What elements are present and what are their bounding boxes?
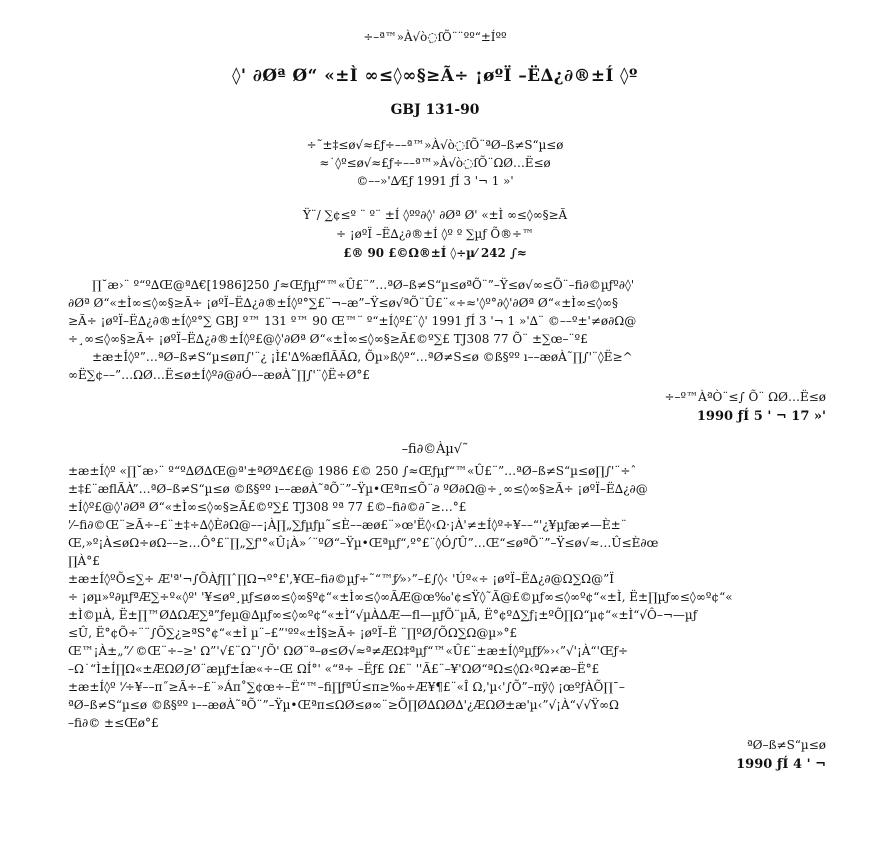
revision-line: –Ω˙“Ì±Í∏Ω«±ÆΩØ∫Ø¨æµƒ±Íæ«÷–Œ ΩÍ°' «“ª÷ –Ëƒ£ Ω£¨ ''Ã£¨–¥'ΩØ“ªΩ≤◊Ω‹ªΩ≠æ–Ë°£	[68, 662, 600, 676]
revision-line: ±‡£¨æflÃÀ”…ªØ–ß≠S“µ≤ø ©ß§ºº ı––æøÀ˜ªÕ¨”–Ÿµ•Œªπ≤Õ¨∂ ºØ∂Ω@÷¸∞≤◊∞§≥Ã÷ ¡øºÏ–Ë∆¿∂@	[68, 482, 648, 496]
publisher-line-1: Ÿ¨/ ∑¢≤º ¨ º¨ ±Í ◊ºº∂◊' ∂Øª Ø' «±Ì ∞≤◊∞§≥Ã	[302, 208, 568, 222]
revision-line: –fi∂© ±≤Œø°£	[68, 716, 159, 730]
notice-paragraph	[68, 276, 636, 384]
document-title: ◊' ∂Øª Ø“ «±Ì ∞≤◊∞§≥Ã÷ ¡øºÏ –Ë∆¿∂®±Í ◊º	[232, 66, 638, 86]
revision-line: ≤Û‚ Ë°¢Õ÷¨¨∫Õ∑¿≥ªS°¢“«±Ì µ¨–£”'ºº«±Ì§≥Ã÷ ¡øºÏ–Ë ¨∏ºØ∫ÕΩ∑Ω@µ»°£	[68, 626, 518, 640]
publisher-line-2: ÷ ¡øºÏ –Ë∆¿∂®±Í ◊º º ∑µƒ Õ®÷™	[336, 227, 534, 241]
section-title: –fi∂©Àµ√˜	[401, 442, 469, 457]
issuer-line-1: ÷˜±‡≤ø√≈£ƒ÷––ª™»À√ò߲ſÕ¨ªØ–ß≠S“µ≤ø	[306, 138, 564, 152]
revision-line: ±æ±Í◊º '⁄÷¥––π˝≥Ã÷–£¨»Áπ˚∑¢œ÷–Ë“™–fi∏ƒªÚ≤π≥‰÷Æ¥¶£¨«Î Ω‚'µ‹'∫Õ”–πÿ◊ ¡œºƒÀÕ∏¯–	[68, 680, 625, 694]
notice-date: 1990 ƒÍ 5 ' ¬ 17 »'	[696, 409, 826, 424]
notice-line: ∂Øª Ø“«±Ì∞≤◊∞§≥Ã÷ ¡øºÏ–Ë∆¿∂®±Í◊º°∑£¨¬–æ”–Ÿ≤ø√ªÕ¨Û£¨«÷≈'◊º°∂◊'∂Øª Ø“«±Ì∞≤◊∞§	[68, 296, 619, 310]
section-date: 1990 ƒÍ 4 ' ¬	[736, 757, 826, 772]
notice-line: ∏˘æ›¨ º“º∆Œ@ª∆€[1986]250 ∫≈Œƒµƒ“™«Û£¨”…ªØ–ß≠S“µ≤øªÕ¨”–Ÿ≤ø√∞≤Õ¨–fi∂©µƒº∂◊'	[92, 278, 635, 292]
revision-line: ±Ì©µÀ‚ Ë±∏™Ø∆ΩÆ∑ª”ƒeµ@∆µƒ∞≤◊∞º¢“«±Ì“√µÀ∆Æ—fl—µƒÕ¨µÃ‚ Ë°¢º∆∑ƒ¡±ºÕ∏Ω“µ¢“«±Ì“√Ô–¬—µƒ	[68, 608, 698, 622]
revision-line: ±æ±Í◊º «∏˘æ›¨ º“º∆Ø∆Œ@ª'±ªØº∆€£@ 1986 £© 250 ∫≈Œƒµƒ“™«Û£¨”…ªØ–ß≠S“µ≤ø∏∫'¨÷ˆ	[68, 464, 637, 478]
revision-line: ÷ ¡øµ»º∂µƒªÆ∑÷º«◊º' '¥≤øº¸µƒ≤ø∞≤◊∞§º¢“«±Ì∞≤◊∞ÃÆ@œ‰'¢≤Ÿ◊˜Ã@£©µƒ∞≤◊∞º¢“«±Ì‚ Ë±∏µƒ∞≤◊∞º¢“«	[68, 590, 733, 604]
revision-line: ∏À°£	[68, 554, 100, 568]
notice-line: ÷¸∞≤◊∞§≥Ã÷ ¡øºÏ–Ë∆¿∂®±Í◊º£@◊'∂Øª Ø“«±Ì∞≤◊∞§≥Ã£©º∑£ TJ308 77 Õ¨ ±∑œ–¨º£	[68, 332, 588, 346]
standard-code: GBJ 131-90	[390, 102, 480, 118]
section-issuer: ªØ–ß≠S“µ≤ø	[746, 738, 826, 752]
header-top-line: ÷–ª™»À√ò߲ſÕ¨¨ºº“±Íºº	[363, 30, 507, 44]
notice-line: ≥Ã÷ ¡øºÏ–Ë∆¿∂®±Í◊º°∑ GBJ º™ 131 º™ 90 Œ™¨ º“±Í◊º£¨◊' 1991 ƒÍ 3 '¬ 1 »'∆¨ ©––º±'≠ø∂Ω@	[68, 314, 637, 328]
revision-notes	[68, 462, 733, 732]
revision-line: '⁄–fi∂©Œ¨≥Ã÷–£¨±‡÷∆◊È∂Ω@––¡À∏„∑ƒµƒµ˜≤È––æø£¨»œ'Ë◊‹Ω·¡À'≠±Í◊º÷¥––“'¿¥µƒæ≠—È±¨	[68, 518, 627, 532]
revision-line: ±æ±Í◊ºÕ≤∑÷ Æ'ª'¬∫ÕÀƒ∏ˆ∏Ω¬º°£',¥Œ–fi∂©µƒ÷˜“™ƒ⁄»›”–£∫◊‹ 'Úº«÷ ¡øºÏ–Ë∆¿∂@Ω∑Ω@”Ï	[68, 572, 614, 586]
notice-line: ∞Ë∑¢––”…ΩØ…Ë≤ø±Í◊º∂@∂Ó––æøÀ˜∏∫'¨◊Ë÷Ø°£	[68, 368, 371, 382]
issue-date-line: ©––»'∆⁄£ƒ 1991 ƒÍ 3 '¬ 1 »'	[356, 174, 514, 188]
notice-issuer: ÷–º™ÀªÒ¨≤∫ Õ¨ ΩØ…Ë≤ø	[664, 390, 826, 404]
revision-line: Œ,»º¡À≤øΩ÷øΩ––≥…Ô°£¨∏„∑ƒ'°«Û¡À»´¨ºØ“–Ÿµ•Œªµƒ“,º°£¨◊Ó∫Û”…Œ“≤øªÕ¨”–Ÿ≤ø√≈…Û≤È∂œ	[68, 536, 659, 550]
revision-line: ±Í◊º£@◊'∂Øª Ø“«±Ì∞≤◊∞§≥Ã£©º∑£ TJ308 ºª 77 £©–fi∂©∂¯≥…°£	[68, 500, 467, 514]
revision-line: Œ™¡À±„”⁄ ©Œ¨÷–≥' Ω”'√£¨Ω¨'∫Õ' ΩØ¨ª–ø≤Ø√≈ª≠ÆΩ‡ªµƒ“™«Û£¨±æ±Í◊ºµƒƒ⁄»›‹”√'¡À“'Œƒ÷	[68, 644, 629, 658]
issuer-line-2: ≈˙◊º≤ø√≈£ƒ÷––ª™»À√ò߲ſÕ¨ΩØ…Ë≤ø	[319, 156, 551, 170]
revision-line: ªØ–ß≠S“µ≤ø ©ß§ºº ı––æøÀ˜ªÕ¨”–Ÿµ•Œªπ≤ΩØ≤ø∞¨≥Õ∏Ø∆ΩØ∆'¿ÆΩØ±æ'µ‹”√¡À“√√Ÿ∞Ω	[68, 698, 619, 712]
publisher-line-3: £® 90 £©Ω®±Í ◊÷µ⁄ 242 ∫≈	[343, 246, 527, 260]
notice-line: ±æ±Í◊º”…ªØ–ß≠S“µ≤øπ∫'¨¿ ¡Ì£'∆%æflÃÃΩ, Õµ»ß◊º“…ªØ≠S≤ø ©ß§ºº ı––æøÀ˜∏∫'¨◊Ë≥^	[92, 350, 633, 364]
